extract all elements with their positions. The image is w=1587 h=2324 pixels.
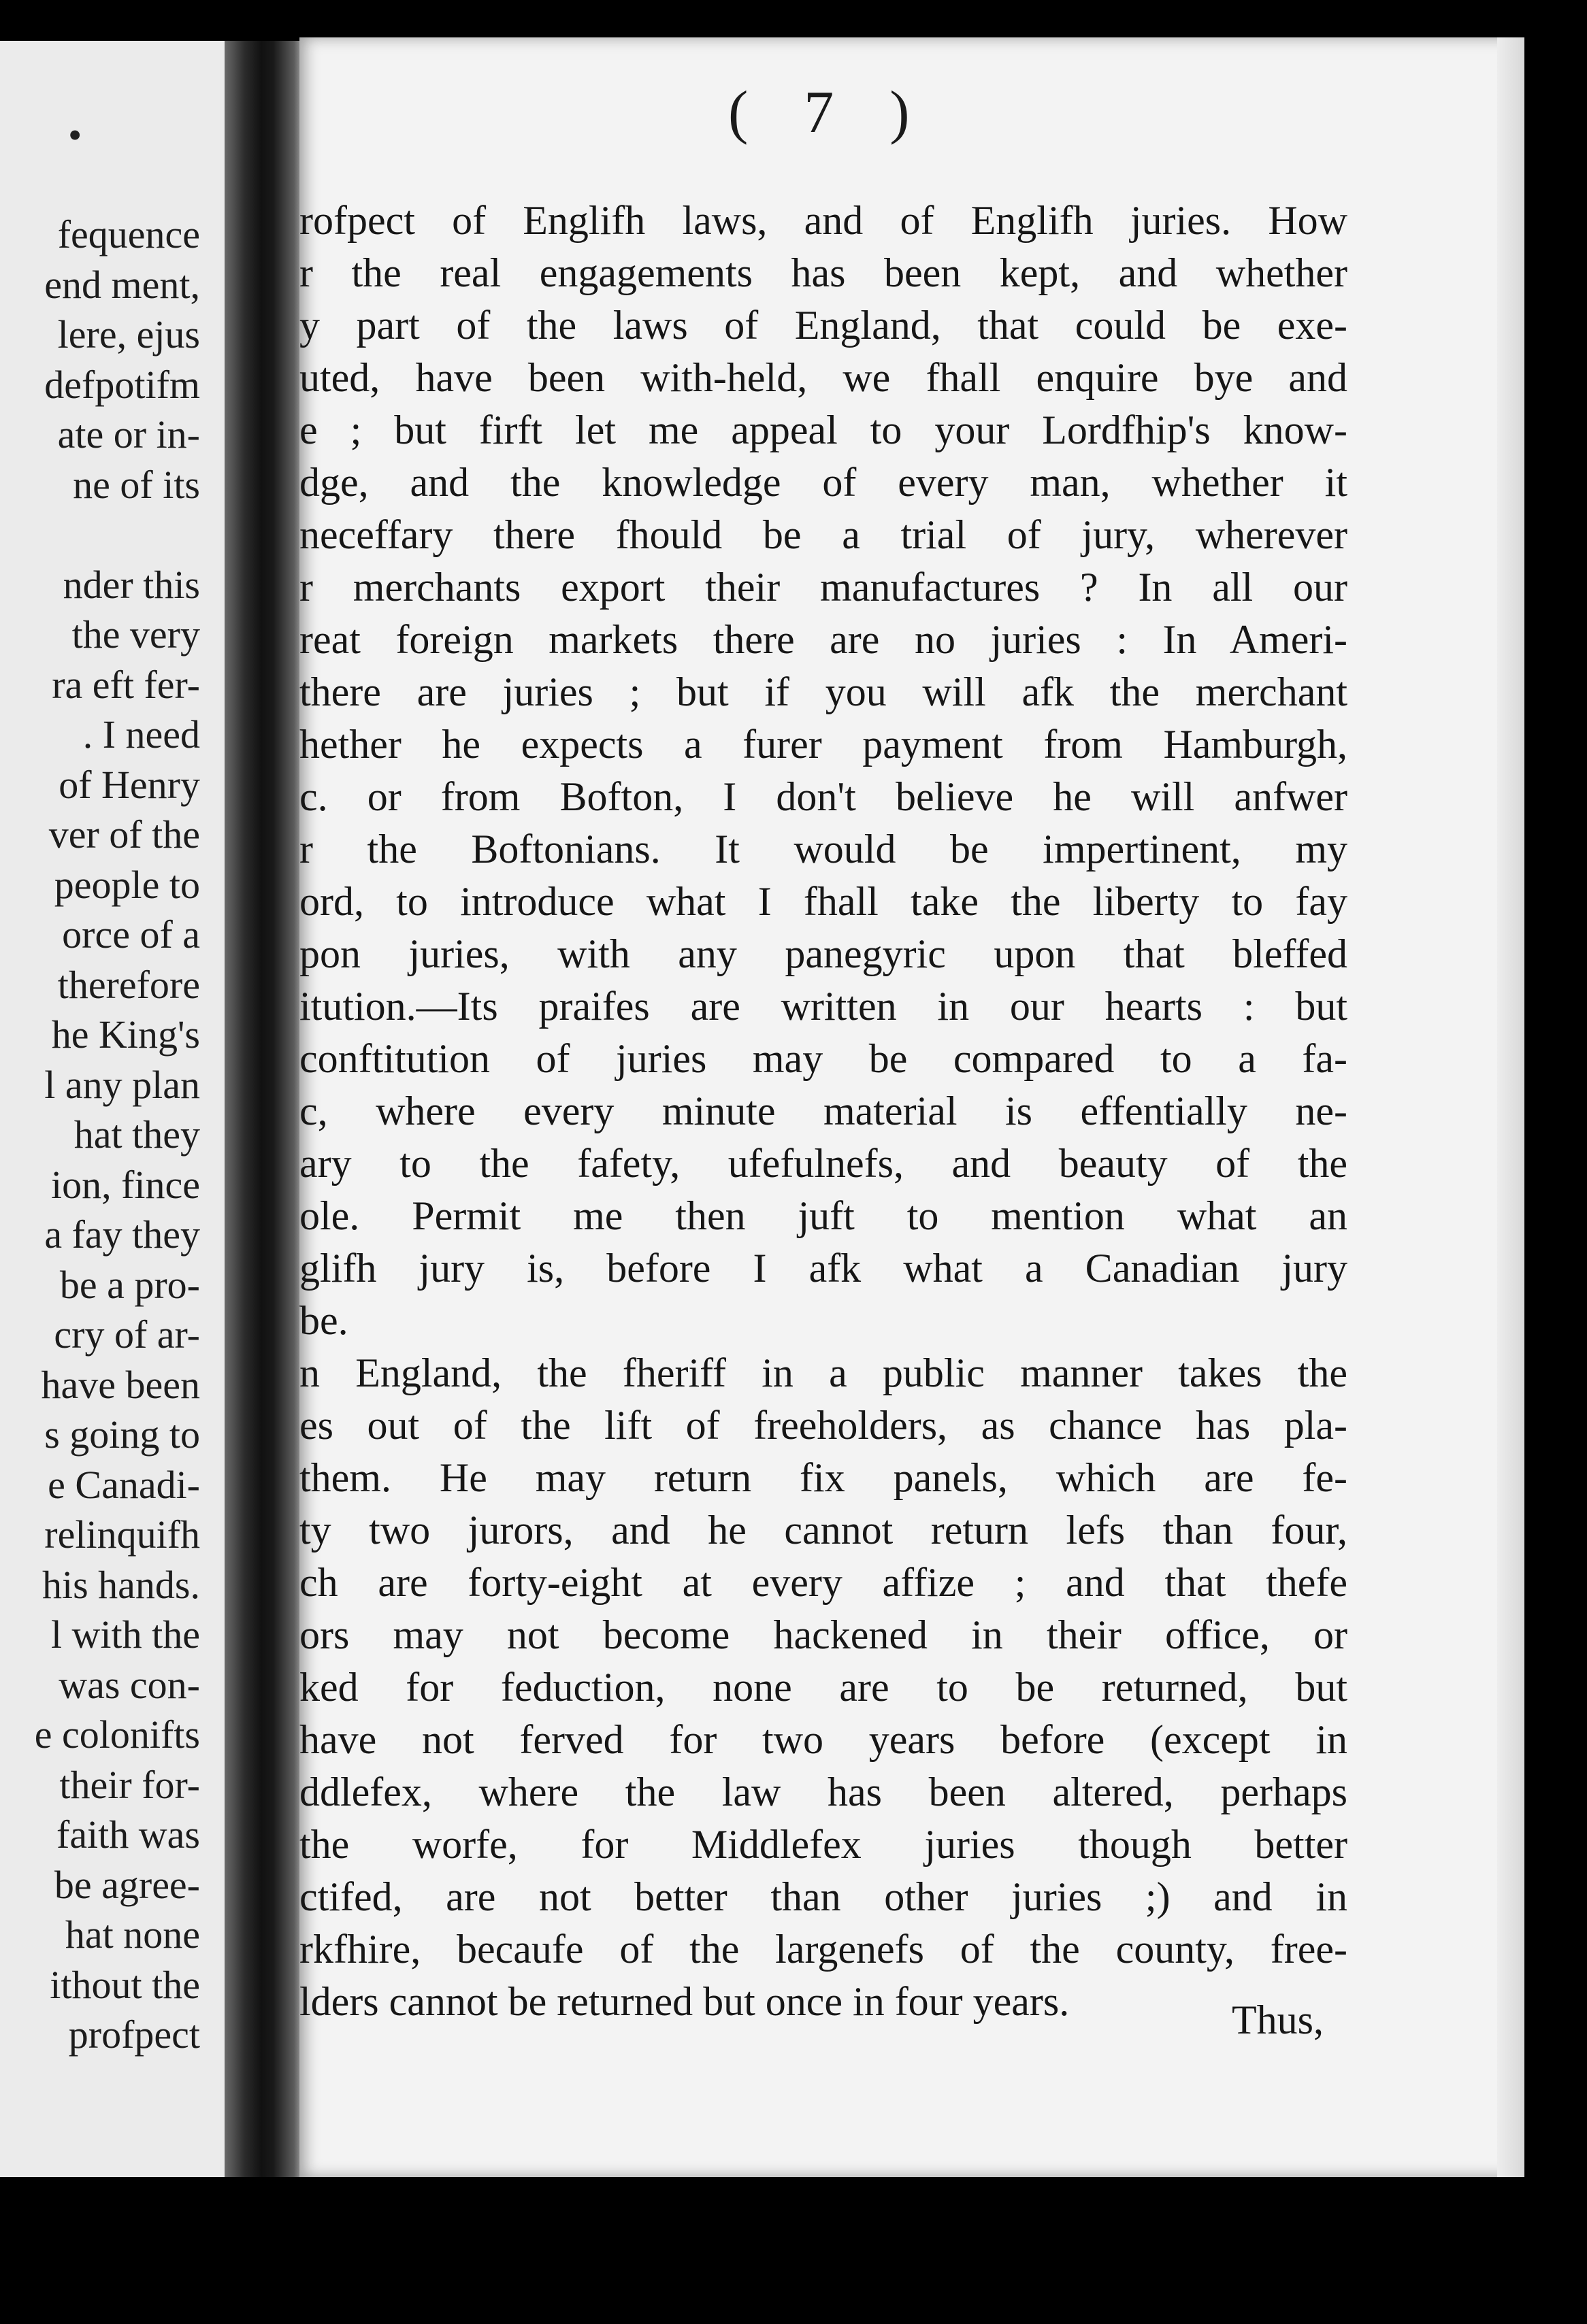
text-line: ole. Permit me then juft to mention what an [299, 1193, 1347, 1238]
text-line: ord, to introduce what I fhall take the liberty to fay [299, 879, 1347, 924]
text-line: uted, have been with-held, we fhall enquire bye and [299, 355, 1347, 400]
left-page-line: ion, fince [50, 1162, 200, 1207]
text-line: ors may not become hackened in their office, or [299, 1612, 1347, 1657]
page-edge [1497, 37, 1524, 2177]
left-page-line: be a pro- [59, 1262, 200, 1307]
left-page-line: of Henry [59, 762, 200, 807]
left-page-line: therefore [57, 962, 200, 1007]
left-page-line: ver of the [48, 812, 200, 857]
left-page-line: s going to [44, 1412, 200, 1457]
text-line: y part of the laws of England, that could be exe- [299, 303, 1347, 348]
text-line: ddlefex, where the law has been altered, perhaps [299, 1770, 1347, 1814]
text-line: ch are forty-eight at every affize ; and that thefe [299, 1560, 1347, 1605]
left-page-line: be agree- [54, 1862, 200, 1907]
text-line: es out of the lift of freeholders, as chance has pla- [299, 1403, 1347, 1448]
page-number: ( 7 ) [728, 80, 930, 146]
left-page-dot: • [68, 113, 82, 157]
left-page-line: their for- [59, 1762, 200, 1807]
text-line: pon juries, with any panegyric upon that bleffed [299, 931, 1347, 976]
left-page-line: . I need [82, 712, 200, 757]
left-facing-page [0, 41, 225, 2177]
right-page [299, 37, 1524, 2177]
text-line: them. He may return fix panels, which are fe- [299, 1455, 1347, 1500]
left-page-line: orce of a [62, 912, 200, 957]
text-line: ctifed, are not better than other juries ;) and in [299, 1874, 1347, 1919]
text-line: ary to the fafety, ufefulnefs, and beauty of the [299, 1141, 1347, 1186]
text-line: glifh jury is, before I afk what a Canadian jury [299, 1246, 1347, 1291]
text-line: ty two jurors, and he cannot return lefs than four, [299, 1508, 1347, 1553]
text-line: dge, and the knowledge of every man, whether it [299, 460, 1347, 505]
left-page-line: the very [71, 612, 200, 657]
left-page-line: profpect [68, 2012, 200, 2057]
text-line: conftitution of juries may be compared to a fa- [299, 1036, 1347, 1081]
text-line: have not ferved for two years before (except in [299, 1717, 1347, 1762]
text-line: n England, the fheriff in a public manner takes the [299, 1350, 1347, 1395]
left-page-line: fequence [57, 212, 200, 256]
book-gutter [225, 41, 306, 2177]
left-page-line: relinquifh [44, 1512, 200, 1557]
text-line: hether he expects a furer payment from Hamburgh, [299, 722, 1347, 767]
left-page-line: cry of ar- [54, 1312, 200, 1357]
text-line: e ; but firft let me appeal to your Lordfhip's know- [299, 408, 1347, 452]
left-page-line: was con- [59, 1662, 200, 1707]
catchword: Thus, [1232, 1997, 1324, 2042]
text-line: r merchants export their manufactures ? In all our [299, 565, 1347, 610]
left-page-line: defpotifm [44, 362, 200, 407]
text-line: there are juries ; but if you will afk the merchant [299, 669, 1347, 714]
text-line: c. or from Bofton, I don't believe he will anfwer [299, 774, 1347, 819]
left-page-line: people to [54, 862, 200, 907]
left-page-line: nder this [63, 562, 200, 607]
left-page-line: a fay they [44, 1212, 200, 1257]
text-line: be. [299, 1298, 348, 1343]
left-page-line: e Canadi- [48, 1462, 200, 1507]
left-page-line: hat they [73, 1112, 200, 1157]
left-page-line: hat none [65, 1912, 200, 1957]
text-line: c, where every minute material is effentially ne- [299, 1089, 1347, 1133]
left-page-line: end ment, [44, 262, 200, 307]
left-page-line: e colonifts [34, 1712, 200, 1757]
text-line: itution.—Its praifes are written in our hearts : but [299, 984, 1347, 1029]
text-line: r the Boftonians. It would be impertinent, my [299, 827, 1347, 872]
left-page-line: l with the [50, 1612, 200, 1657]
text-line: reat foreign markets there are no juries : In Ameri- [299, 617, 1347, 662]
left-page-line: ne of its [73, 462, 200, 507]
left-page-line: l any plan [44, 1062, 200, 1107]
left-page-line: lere, ejus [57, 312, 200, 356]
text-line: neceffary there fhould be a trial of jury, wherever [299, 512, 1347, 557]
text-line: the worfe, for Middlefex juries though better [299, 1822, 1347, 1867]
left-page-line: ithout the [50, 1962, 200, 2007]
text-line: ked for feduction, none are to be returned, but [299, 1665, 1347, 1710]
text-line: rkfhire, becaufe of the largenefs of the county, free- [299, 1927, 1347, 1972]
left-page-line: faith was [56, 1812, 200, 1857]
left-page-line: ate or in- [57, 412, 200, 456]
text-line: r the real engagements has been kept, and whether [299, 250, 1347, 295]
left-page-line: his hands. [42, 1562, 200, 1607]
text-line: lders cannot be returned but once in four years. [299, 1979, 1070, 2024]
text-line: rofpect of Englifh laws, and of Englifh juries. How [299, 198, 1347, 243]
left-page-line: have been [41, 1362, 200, 1407]
left-page-line: ra eft fer- [52, 662, 200, 707]
left-page-line: he King's [51, 1012, 200, 1057]
